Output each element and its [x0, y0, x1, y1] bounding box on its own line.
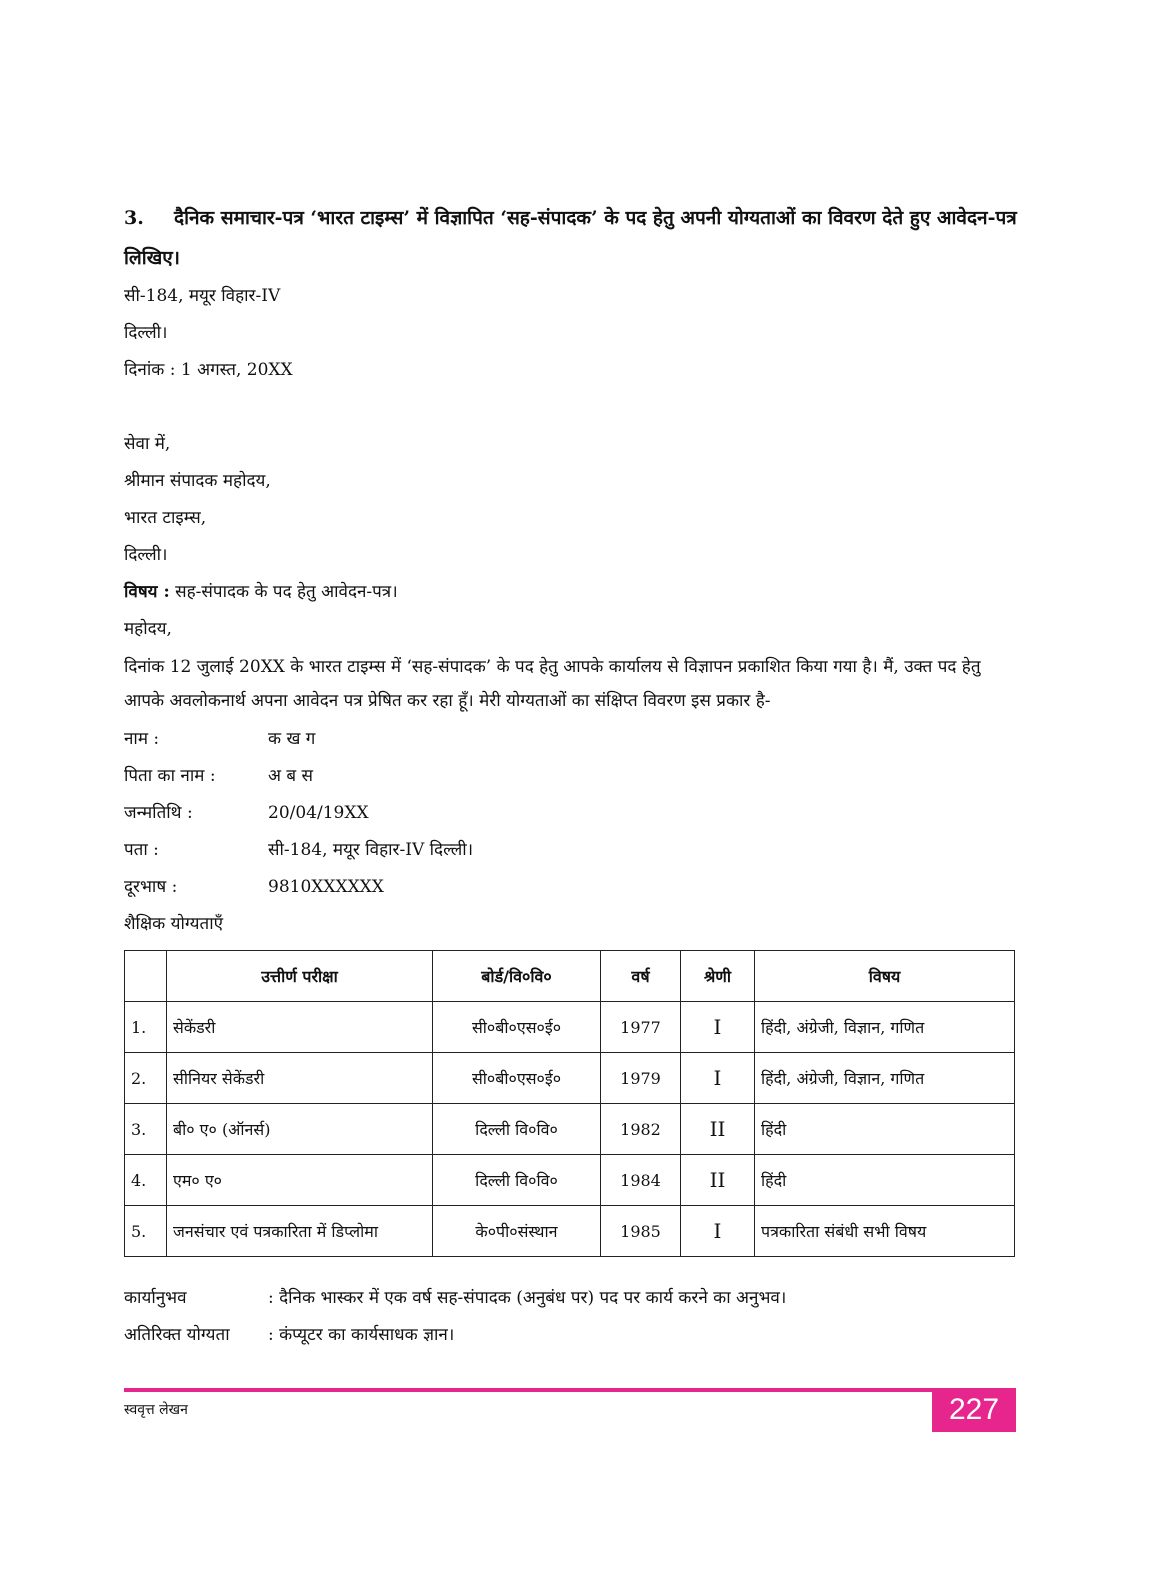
detail-label-father: पिता का नाम : [124, 766, 216, 786]
table-row [125, 1053, 1015, 1104]
table-cell: पत्रकारिता संबंधी सभी विषय [755, 1206, 1015, 1257]
table-cell: सी०बी०एस०ई० [433, 1002, 601, 1053]
question [124, 198, 1018, 278]
experience-value: : दैनिक भास्कर में एक वर्ष सह-संपादक (अनुबंध पर) पद पर कार्य करने का अनुभव। [268, 1288, 787, 1308]
detail-value-dob: 20/04/19XX [268, 803, 369, 823]
extra-qualification-label: अतिरिक्त योग्यता [124, 1325, 230, 1345]
table-cell: 1985 [601, 1206, 681, 1257]
table-header-row [125, 951, 1015, 1002]
sender-address-line2: दिल्ली। [124, 323, 168, 343]
table-cell: 3. [125, 1104, 167, 1155]
table-cell: दिल्ली वि०वि० [433, 1155, 601, 1206]
table-cell: 1977 [601, 1002, 681, 1053]
body-paragraph: दिनांक 12 जुलाई 20XX के भारत टाइम्स में ‘सह-संपादक’ के पद हेतु आपके कार्यालय से विज्ञापन प्रकाशित किया गया है। मैं, उक्त पद हेतु आपके अवलोकनार्थ अपना आवेदन पत्र प्रेषित कर रहा हूँ। मेरी योग्यताओं का संक्षिप्त विवरण इस प्रकार है- [124, 657, 981, 711]
qualification-table [124, 950, 1015, 1257]
table-header: विषय [755, 951, 1015, 1002]
table-cell: के०पी०संस्थान [433, 1206, 601, 1257]
table-header: उत्तीर्ण परीक्षा [167, 951, 433, 1002]
table-cell: हिंदी, अंग्रेजी, विज्ञान, गणित [755, 1002, 1015, 1053]
table-row [125, 1002, 1015, 1053]
recipient-line4: दिल्ली। [124, 545, 168, 565]
table-header: बोर्ड/वि०वि० [433, 951, 601, 1002]
footer-rule [124, 1388, 932, 1392]
experience-label: कार्यानुभव [124, 1288, 187, 1308]
table-cell: II [681, 1104, 755, 1155]
salutation: महोदय, [124, 619, 172, 639]
table-cell: I [681, 1053, 755, 1104]
question-text: दैनिक समाचार-पत्र ‘भारत टाइम्स’ में विज्ञापित ‘सह-संपादक’ के पद हेतु अपनी योग्यताओं का विवरण देते हुए आवेदन-पत्र लिखिए। [124, 207, 1017, 269]
detail-value-father: अ ब स [268, 766, 313, 786]
table-cell: 4. [125, 1155, 167, 1206]
table-cell: 1979 [601, 1053, 681, 1104]
detail-value-address: सी-184, मयूर विहार-IV दिल्ली। [268, 840, 474, 860]
table-cell: सी०बी०एस०ई० [433, 1053, 601, 1104]
table-row [125, 1206, 1015, 1257]
detail-label-dob: जन्मतिथि : [124, 803, 193, 823]
table-cell: I [681, 1002, 755, 1053]
table-cell: 5. [125, 1206, 167, 1257]
footer-section-title: स्ववृत्त लेखन [124, 1402, 188, 1418]
detail-label-name: नाम : [124, 729, 160, 749]
table-row [125, 1104, 1015, 1155]
education-heading: शैक्षिक योग्यताएँ [124, 914, 224, 934]
table-cell: I [681, 1206, 755, 1257]
detail-value-phone: 9810XXXXXX [268, 877, 384, 897]
table-cell: सीनियर सेकेंडरी [167, 1053, 433, 1104]
subject-line [124, 580, 398, 604]
table-header [125, 951, 167, 1002]
table-header: वर्ष [601, 951, 681, 1002]
subject-label: विषय : [124, 582, 170, 602]
recipient-line2: श्रीमान संपादक महोदय, [124, 471, 271, 491]
extra-qualification-value: : कंप्यूटर का कार्यसाधक ज्ञान। [268, 1325, 455, 1345]
letter-date: दिनांक : 1 अगस्त, 20XX [124, 360, 293, 380]
table-cell: 2. [125, 1053, 167, 1104]
detail-label-phone: दूरभाष : [124, 877, 178, 897]
table-cell: हिंदी, अंग्रेजी, विज्ञान, गणित [755, 1053, 1015, 1104]
table-cell: 1984 [601, 1155, 681, 1206]
table-cell: 1. [125, 1002, 167, 1053]
table-header: श्रेणी [681, 951, 755, 1002]
sender-address-line1: सी-184, मयूर विहार-IV [124, 286, 281, 306]
table-cell: II [681, 1155, 755, 1206]
table-row [125, 1155, 1015, 1206]
table-cell: जनसंचार एवं पत्रकारिता में डिप्लोमा [167, 1206, 433, 1257]
table-cell: सेकेंडरी [167, 1002, 433, 1053]
table-cell: एम० ए० [167, 1155, 433, 1206]
table-cell: हिंदी [755, 1104, 1015, 1155]
table-cell: हिंदी [755, 1155, 1015, 1206]
recipient-line1: सेवा में, [124, 434, 171, 454]
table-cell: 1982 [601, 1104, 681, 1155]
table-cell: दिल्ली वि०वि० [433, 1104, 601, 1155]
detail-value-name: क ख ग [268, 729, 316, 749]
recipient-line3: भारत टाइम्स, [124, 508, 207, 528]
question-number: 3. [124, 207, 144, 229]
page-number: 227 [932, 1388, 1016, 1432]
subject-text: सह-संपादक के पद हेतु आवेदन-पत्र। [175, 582, 398, 602]
table-cell: बी० ए० (ऑनर्स) [167, 1104, 433, 1155]
detail-label-address: पता : [124, 840, 159, 860]
